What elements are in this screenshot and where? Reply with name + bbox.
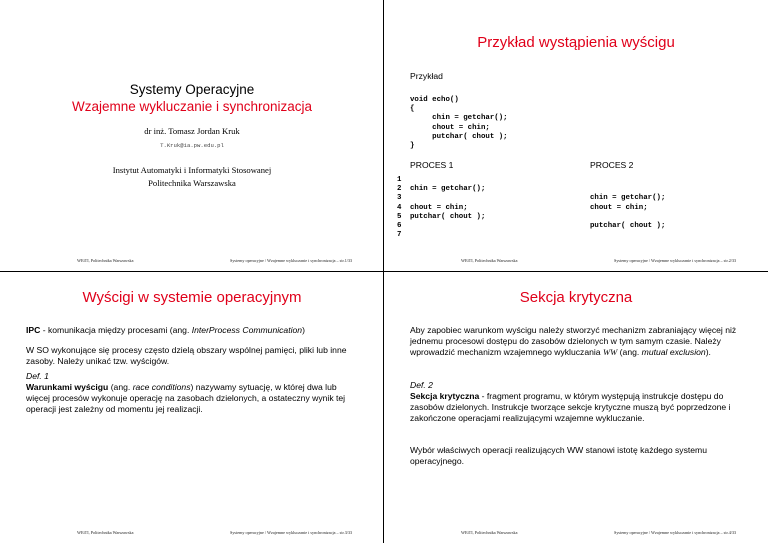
process1-header: PROCES 1: [410, 160, 454, 170]
footer-right: Systemy operacyjne / Wzajemne wykluczanie i synchronizacja – str.1/33: [230, 258, 353, 263]
slide-title: Sekcja krytyczna: [519, 289, 633, 306]
process1-code: chin = getchar(); chout = chin; putchar( chout );: [410, 185, 486, 221]
definition-2: Def. 2 Sekcja krytyczna - fragment programu, w którym występują instrukcje dostępu do zasobów dzielonych. Instrukcje tworzące sekcje krytyczne muszą być poprzedzone i zakończone operacjami realizującymi wzajemne wykluczanie.: [410, 380, 731, 423]
shared-resources-paragraph: W SO wykonujące się procesy często dzielą obszary wspólnej pamięci, pliki lub inne zasoby. Należy unikać tzw. wyścigów.: [26, 345, 347, 366]
slide-title: Wyścigi w systemie operacyjnym: [82, 289, 302, 306]
ipc-term: IPC: [26, 325, 41, 335]
slide-title: Przykład wystąpienia wyścigu: [477, 34, 675, 51]
ww-choice-paragraph: Wybór właściwych operacji realizujących WW stanowi istotę każdego systemu operacyjnego.: [410, 445, 707, 466]
definition-term: Sekcja krytyczna: [410, 391, 480, 401]
lecture-title: Wzajemne wykluczanie i synchronizacja: [71, 99, 313, 114]
process2-code: chin = getchar(); chout = chin; putchar( chout );: [590, 194, 666, 231]
echo-code-block: void echo() { chin = getchar(); chout = chin; putchar( chout ); }: [410, 96, 508, 151]
definition-label: Def. 1: [26, 371, 49, 381]
footer-left: WEiTI, Politechnika Warszawska: [461, 258, 518, 263]
slide-title-page: [0, 0, 384, 271]
mutex-paragraph: Aby zapobiec warunkom wyścigu należy stworzyć mechanizm zabraniający więcej niż jednemu procesowi dostępu do zasobów dzielonych w tym samym czasie. Należy wprowadzić mechanizm wzajemnego wykluczania WW (ang. mutual exclusion).: [410, 325, 737, 357]
footer-left: WEiTI, Politechnika Warszawska: [77, 530, 134, 535]
footer-right: Systemy operacyjne / Wzajemne wykluczanie i synchronizacja – str.4/33: [614, 530, 737, 535]
definition-1: Def. 1 Warunkami wyścigu (ang. race conditions) nazywamy sytuację, w której dwa lub więcej procesów wykonuje operację na zasobach dzielonych, a ostateczny wynik tej operacji jest zależny od momentu jej realizacji.: [26, 371, 346, 414]
footer-left: WEiTI, Politechnika Warszawska: [77, 258, 134, 263]
footer-right: Systemy operacyjne / Wzajemne wykluczanie i synchronizacja – str.3/33: [230, 530, 353, 535]
definition-label: Def. 2: [410, 380, 433, 390]
footer-left: WEiTI, Politechnika Warszawska: [461, 530, 518, 535]
process2-header: PROCES 2: [590, 160, 634, 170]
definition-term: Warunkami wyścigu: [26, 382, 109, 392]
course-title: Systemy Operacyjne: [129, 82, 255, 97]
footer-right: Systemy operacyjne / Wzajemne wykluczanie i synchronizacja – str.2/33: [614, 258, 737, 263]
author-name: dr inż. Tomasz Jordan Kruk: [144, 126, 240, 136]
author-email: T.Kruk@ia.pw.edu.pl: [160, 142, 224, 149]
slide-os-races: [0, 272, 384, 543]
slide-race-example: [384, 0, 768, 271]
university-name: Politechnika Warszawska: [148, 178, 236, 188]
ipc-paragraph: IPC - komunikacja między procesami (ang. InterProcess Communication): [26, 325, 305, 335]
line-numbers: 1 2 3 4 5 6 7: [397, 176, 402, 240]
example-label: Przykład: [410, 71, 443, 81]
institute-name: Instytut Automatyki i Informatyki Stosowanej: [112, 165, 272, 175]
slide-critical-section: [384, 272, 768, 543]
